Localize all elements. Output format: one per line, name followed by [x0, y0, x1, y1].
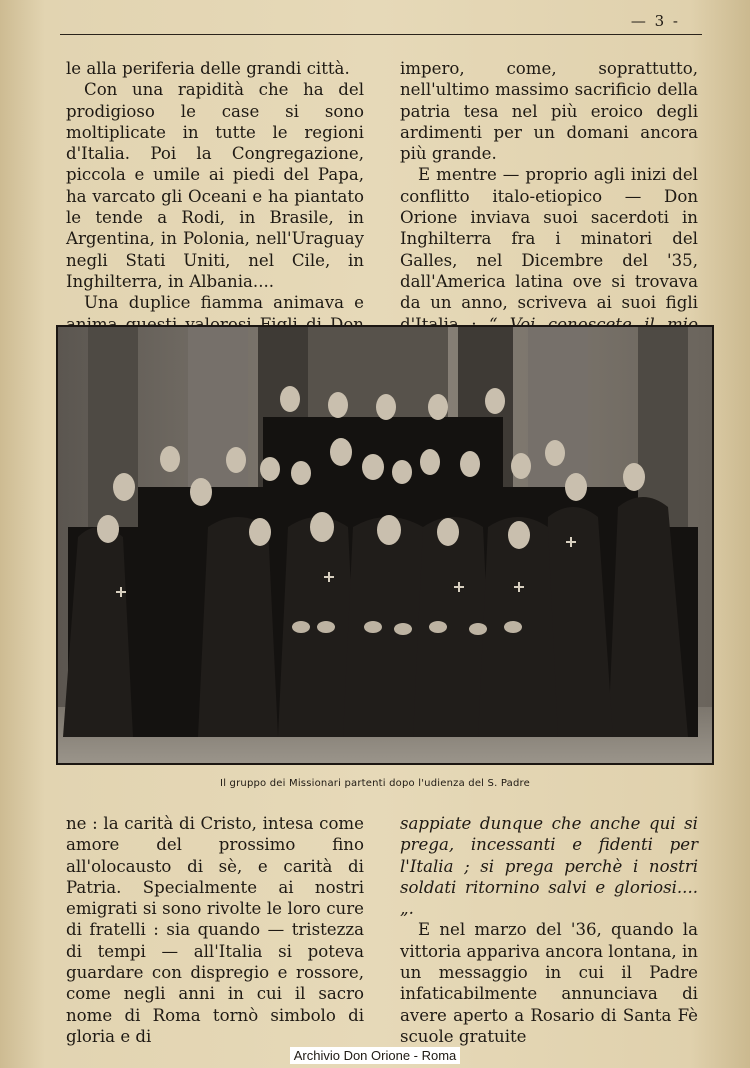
archive-watermark	[0, 1048, 750, 1063]
paragraph: impero, come, soprattutto, nell'ultimo massimo sacrificio della patria tesa nel più eroico degli ardimenti per un domani ancora più grande.	[400, 59, 698, 164]
paragraph: ne : la carità di Cristo, intesa come amore del prossimo fino all'olocausto di sè, e carità di Patria. Specialmente ai nostri emigrati si sono rivolte le loro cure di fratelli : sia quando — tristezza di tempi — all'Italia si poteva guardare con dispregio e rossore, come negli anni in cui il sacro nome di Roma tornò simbolo di gloria e di	[66, 814, 364, 1046]
paragraph: Una duplice fiamma animava e	[84, 293, 364, 313]
column-bottom-left	[66, 813, 364, 1047]
quote-italic: sappiate dunque che anche qui si prega, incessanti e fidenti per l'Italia ; si prega perchè i nostri soldati ritornino salvi e gloriosi.... „.	[400, 814, 698, 919]
photo-caption: Il gruppo dei Missionari partenti dopo l'udienza del S. Padre	[220, 778, 530, 789]
paragraph: E nel marzo del '36, quando la vittoria appariva ancora lontana, in un messaggio in cui il Padre infaticabilmente annunciava di avere aperto a Rosario di Santa Fè scuole gratuite	[400, 920, 698, 1046]
page-number: — 3 -	[630, 12, 680, 30]
paragraph: Con una rapidità che ha del prodigioso le case si sono moltiplicate in tutte le regioni d'Italia. Poi la Congregazione, piccola e umile ai piedi del Papa, ha varcato gli Oceani e ha piantato le tende a Rodi, in Brasile, in Argentina, in Polonia, nell'Uraguay negli Stati Uniti, nel Cile, in Inghilterra, in Albania....	[66, 80, 364, 291]
archive-label: Archivio Don Orione - Roma	[290, 1047, 461, 1064]
paragraph-text: E mentre — proprio agli inizi del conflitto italo-etiopico — Don Orione inviava suoi sacerdoti in Inghilterra fra i minatori del Galles, nel Dicembre del '35, dall'America latina ove si trovava da un anno, scriveva ai suoi figli	[400, 165, 698, 313]
paragraph: le alla periferia delle grandi città.	[66, 59, 350, 78]
group-photo-image	[58, 327, 712, 763]
header-rule	[60, 34, 702, 35]
group-photo	[56, 325, 714, 765]
column-bottom-right	[400, 813, 698, 1047]
column-top-left	[66, 58, 364, 356]
